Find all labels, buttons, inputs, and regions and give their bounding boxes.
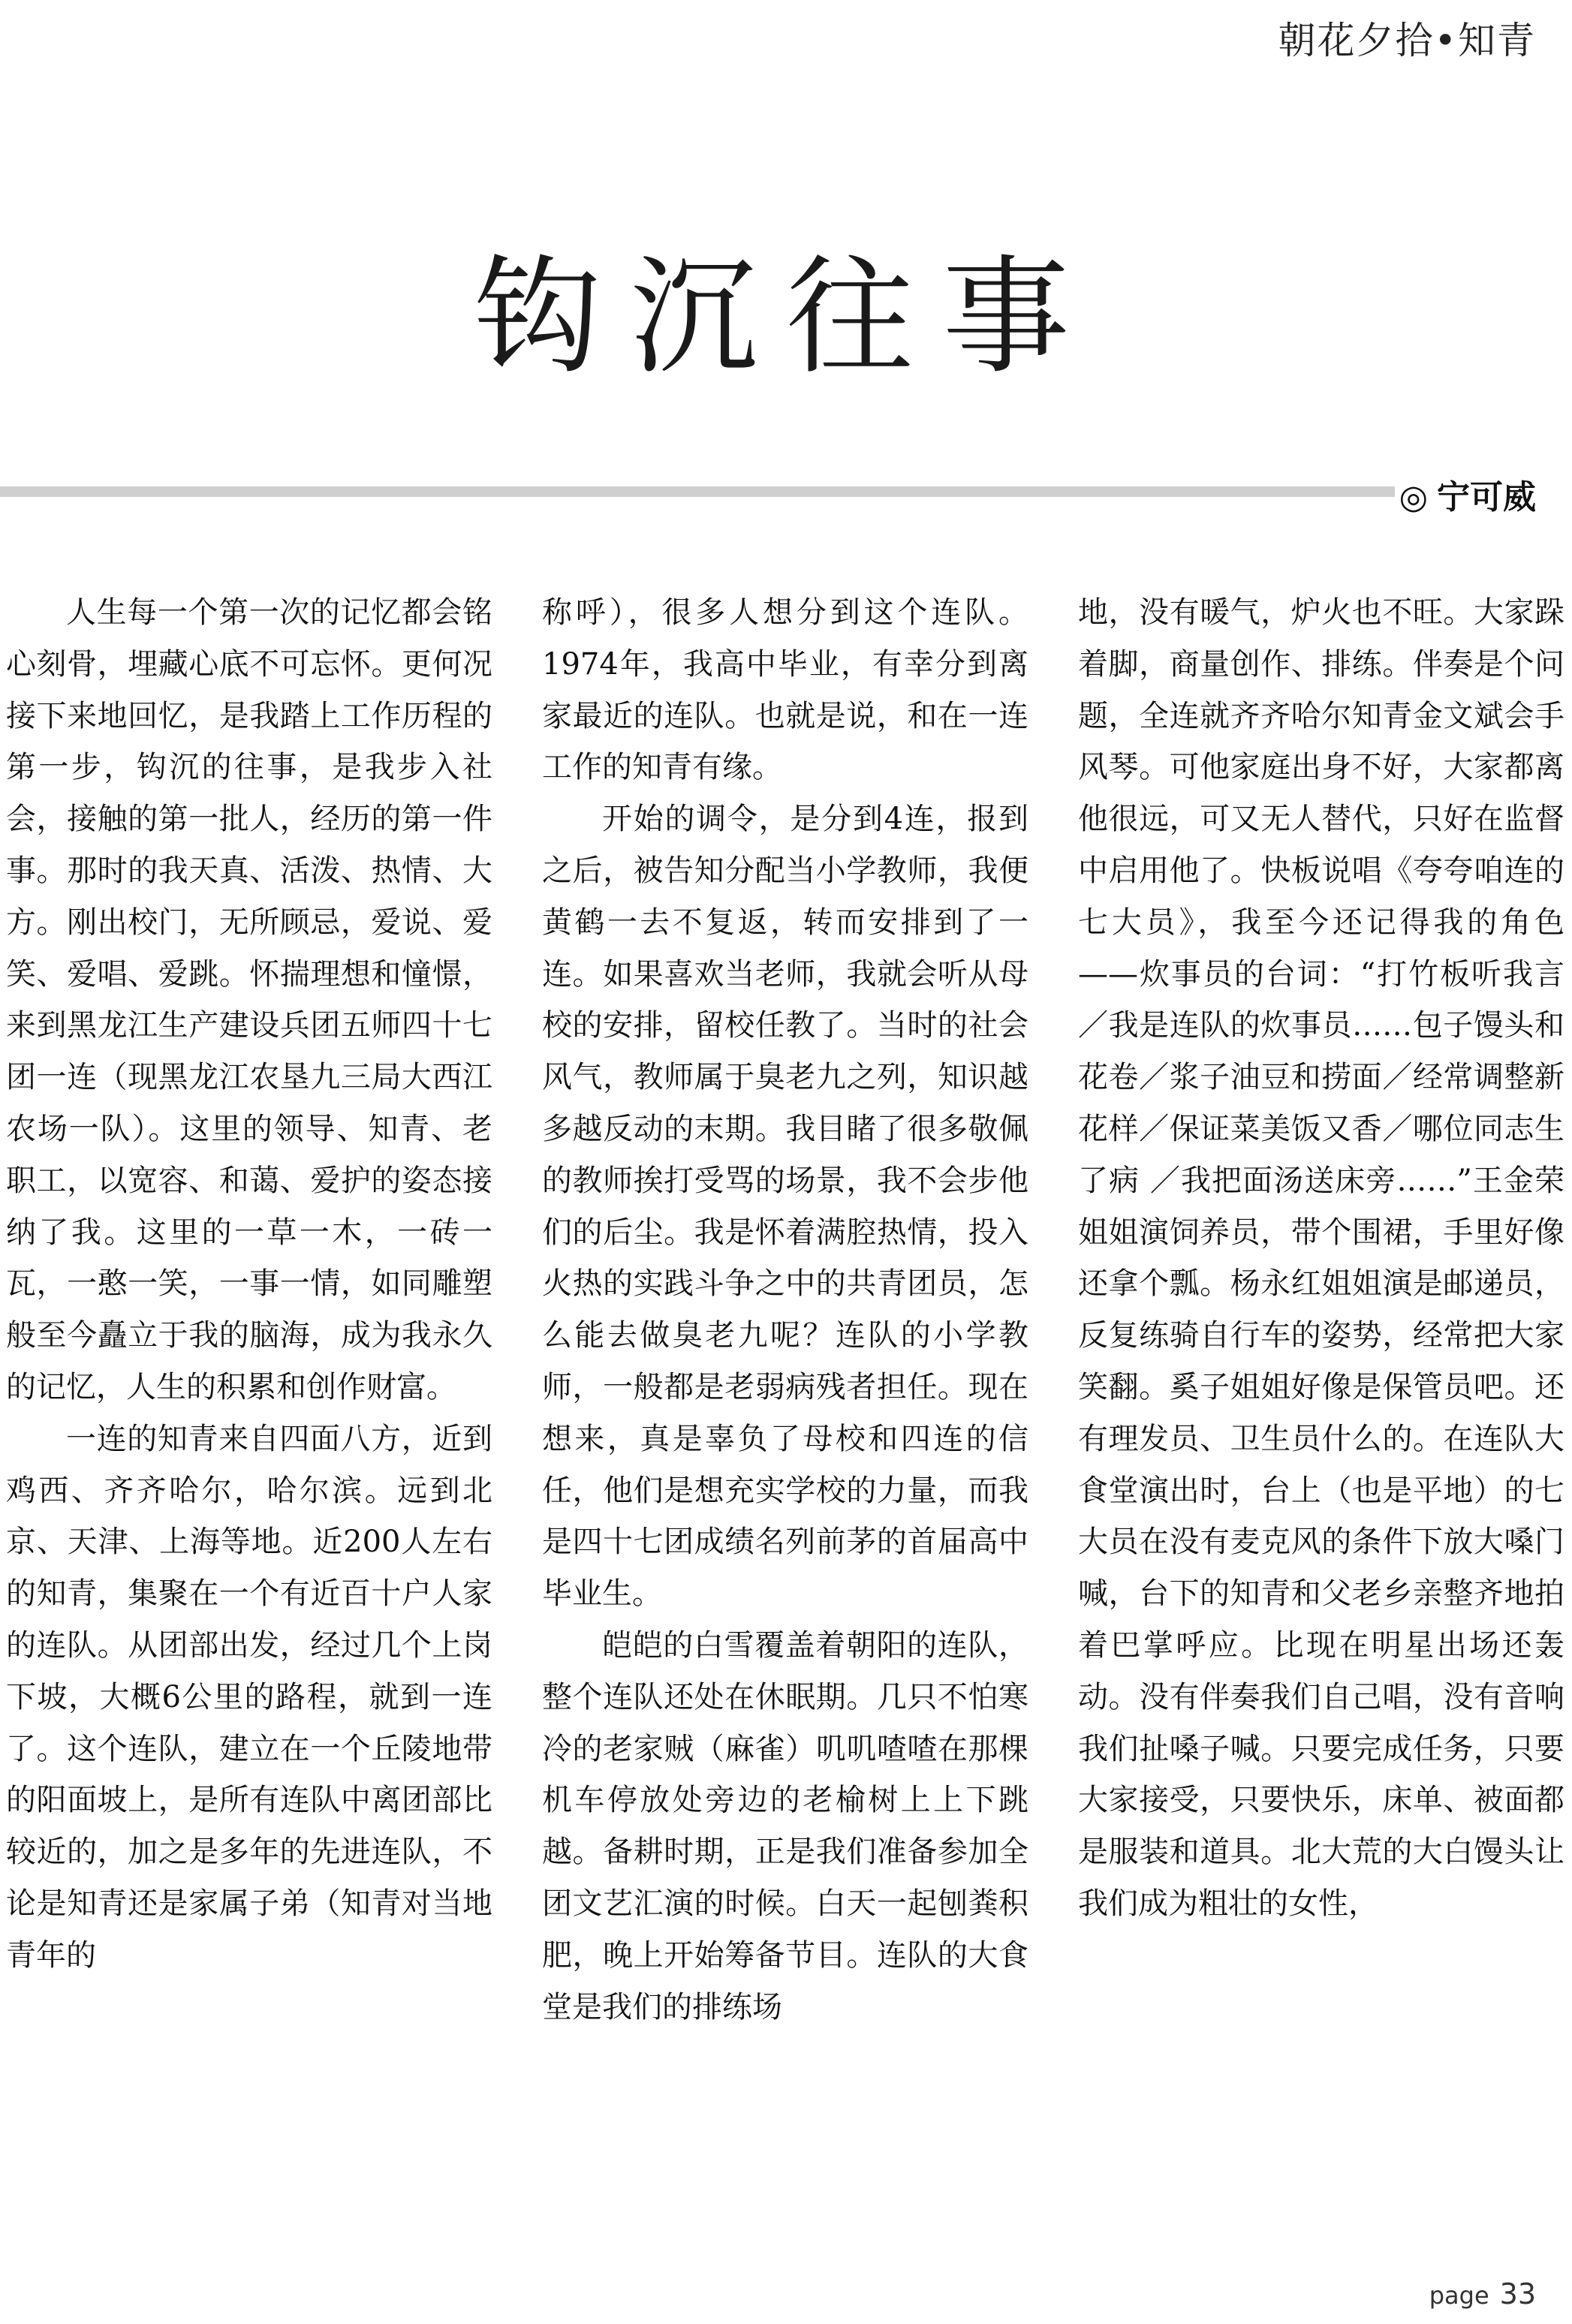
author-name: 宁可威 bbox=[1437, 478, 1536, 516]
paragraph: 皑皑的白雪覆盖着朝阳的连队，整个连队还处在休眠期。几只不怕寒冷的老家贼（麻雀）叽叽喳喳在那棵机车停放处旁边的老榆树上上下跳越。备耕时期，正是我们准备参加全团文艺汇演的时候。白天一起刨粪积肥，晚上开始筹备节目。连队的大食堂是我们的排练场 bbox=[542, 1627, 1028, 2024]
paragraph: 开始的调令，是分到4连，报到之后，被告知分配当小学教师，我便黄鹤一去不复返，转而安排到了一连。如果喜欢当老师，我就会听从母校的安排，留校任教了。当时的社会风气，教师属于臭老九之列，知识越多越反动的末期。我目睹了很多敬佩的教师挨打受骂的场景，我不会步他们的后尘。我是怀着满腔热情，投入火热的实践斗争之中的共青团员，怎么能去做臭老九呢？连队的小学教师，一般都是老弱病残者担任。现在想来，真是辜负了母校和四连的信任，他们是想充实学校的力量，而我是四十七团成绩名列前茅的首届高中毕业生。 bbox=[542, 802, 1028, 1612]
paragraph: 一连的知青来自四面八方，近到鸡西、齐齐哈尔，哈尔滨。远到北京、天津、上海等地。近200人左右的知青，集聚在一个有近百十户人家的连队。从团部出发，经过几个上岗下坡，大概6公里的路程，就到一连了。这个连队，建立在一个丘陵地带的阳面坡上，是所有连队中离团部比较近的，加之是多年的先进连队，不论是知青还是家属子弟（知青对当地青年的 bbox=[6, 1421, 492, 1973]
page-label: page bbox=[1429, 2281, 1489, 2310]
paragraph: 人生每一个第一次的记忆都会铭心刻骨，埋藏心底不可忘怀。更何况接下来地回忆，是我踏上工作历程的第一步，钩沉的往事，是我步入社会，接触的第一批人，经历的第一件事。那时的我天真、活泼、热情、大方。刚出校门，无所顾忌，爱说、爱笑、爱唱、爱跳。怀揣理想和憧憬，来到黑龙江生产建设兵团五师四十七团一连（现黑龙江农垦九三局大西江农场一队）。这里的领导、知青、老职工，以宽容、和蔼、爱护的姿态接纳了我。这里的一草一木，一砖一瓦，一憨一笑，一事一情，如同雕塑般至今矗立于我的脑海，成为我永久的记忆，人生的积累和创作财富。 bbox=[6, 595, 492, 1404]
page-number-value: 33 bbox=[1499, 2277, 1536, 2310]
article-title: 钩沉往事 bbox=[473, 243, 1098, 392]
title-divider bbox=[0, 486, 1395, 497]
paragraph: 称呼），很多人想分到这个连队。1974年，我高中毕业，有幸分到离家最近的连队。也就是说，和在一连工作的知青有缘。 bbox=[542, 595, 1028, 785]
section-label: 朝花夕拾•知青 bbox=[1278, 19, 1536, 62]
page-number bbox=[1429, 2277, 1536, 2310]
paragraph: 地，没有暖气，炉火也不旺。大家跺着脚，商量创作、排练。伴奏是个问题，全连就齐齐哈尔知青金文斌会手风琴。可他家庭出身不好，大家都离他很远，可又无人替代，只好在监督中启用他了。快板说唱《夸夸咱连的七大员》，我至今还记得我的角色——炊事员的台词：“打竹板听我言／我是连队的炊事员……包子馒头和花卷／浆子油豆和捞面／经常调整新花样／保证菜美饭又香／哪位同志生了病 ／我把面汤送床旁……”王金荣姐姐演饲养员，带个围裙，手里好像还拿个瓢。杨永红姐姐演是邮递员，反复练骑自行车的姿势，经常把大家笑翻。奚子姐姐好像是保管员吧。还有理发员、卫生员什么的。在连队大食堂演出时，台上（也是平地）的七大员在没有麦克风的条件下放大嗓门喊，台下的知青和父老乡亲整齐地拍着巴掌呼应。比现在明星出场还轰动。没有伴奏我们自己唱，没有音响我们扯嗓子喊。只要完成任务，只要大家接受，只要快乐，床单、被面都是服装和道具。北大荒的大白馒头让我们成为粗壮的女性， bbox=[1078, 595, 1564, 1921]
author-mark-icon: ◎ bbox=[1399, 478, 1428, 516]
author-byline bbox=[1399, 470, 1536, 518]
body-column-3 bbox=[1078, 587, 1564, 1930]
body-column-1 bbox=[6, 587, 492, 1982]
body-column-2 bbox=[542, 587, 1028, 2033]
